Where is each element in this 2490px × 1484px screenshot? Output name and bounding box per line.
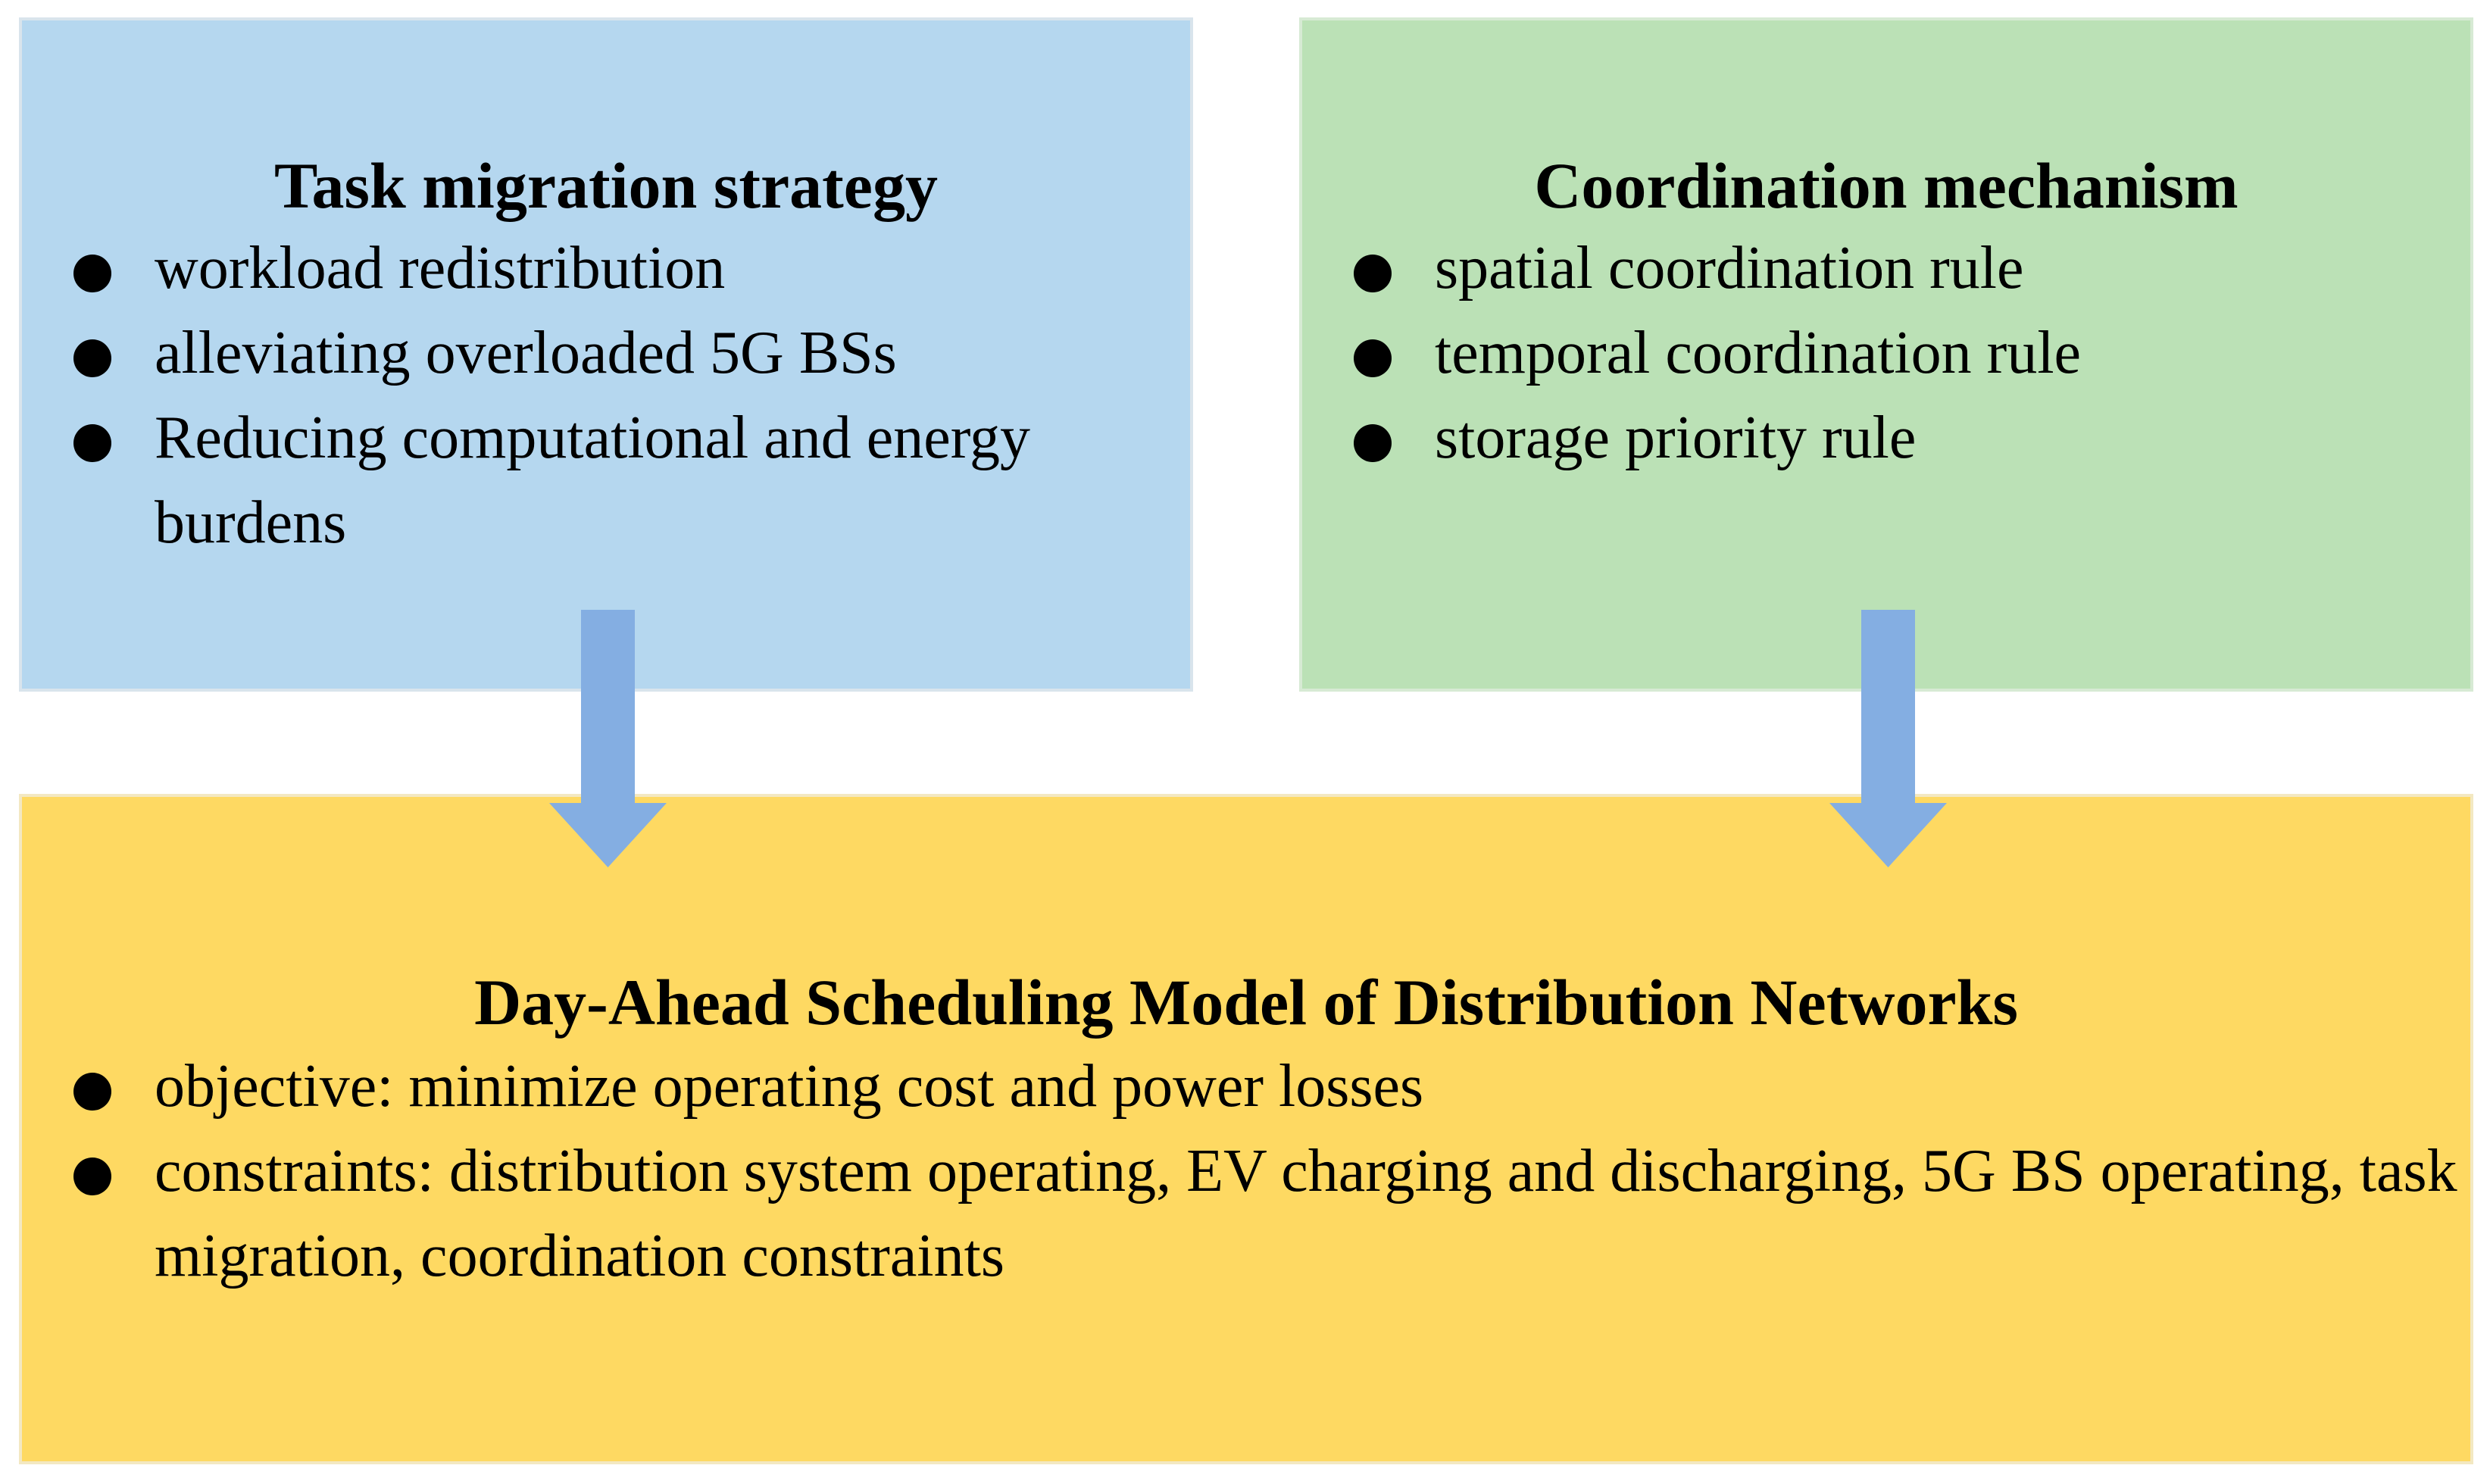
down-arrow-icon bbox=[1829, 610, 1947, 867]
list-item bbox=[1316, 226, 2452, 311]
scheduling-model-list bbox=[36, 1044, 2482, 1298]
task-migration-list bbox=[36, 226, 1210, 565]
bullet-icon bbox=[73, 255, 111, 292]
list-item-text: constraints: distribution system operating, EV charging and discharging, 5G BS operating, task migration, coordination constraints bbox=[155, 1138, 2457, 1289]
bullet-icon bbox=[73, 1073, 111, 1111]
list-item bbox=[36, 1044, 2482, 1129]
arrow-shape bbox=[1829, 610, 1947, 867]
coordination-mechanism-title: Coordination mechanism bbox=[1534, 149, 2239, 222]
down-arrow-icon bbox=[549, 610, 667, 867]
list-item bbox=[36, 1129, 2482, 1298]
list-item-text: alleviating overloaded 5G BSs bbox=[155, 320, 897, 386]
task-migration-title: Task migration strategy bbox=[274, 149, 938, 222]
bullet-icon bbox=[73, 339, 111, 377]
list-item-text: Reducing computational and energy burdens bbox=[155, 405, 1030, 556]
list-item-text: objective: minimize operating cost and power losses bbox=[155, 1053, 1424, 1120]
bullet-icon bbox=[73, 424, 111, 462]
list-item bbox=[36, 226, 1210, 311]
list-item-text: workload redistribution bbox=[155, 235, 726, 301]
list-item bbox=[1316, 311, 2452, 395]
list-item-text: spatial coordination rule bbox=[1435, 235, 2024, 301]
arrow-shape bbox=[549, 610, 667, 867]
list-item bbox=[36, 395, 1210, 565]
scheduling-model-title: Day-Ahead Scheduling Model of Distribution Networks bbox=[474, 966, 2018, 1039]
bullet-icon bbox=[1354, 424, 1392, 462]
list-item-text: storage priority rule bbox=[1435, 405, 1917, 471]
list-item bbox=[36, 311, 1210, 395]
bullet-icon bbox=[1354, 339, 1392, 377]
coordination-mechanism-list bbox=[1316, 226, 2452, 480]
list-item-text: temporal coordination rule bbox=[1435, 320, 2082, 386]
list-item bbox=[1316, 395, 2452, 480]
bullet-icon bbox=[73, 1158, 111, 1195]
bullet-icon bbox=[1354, 255, 1392, 292]
